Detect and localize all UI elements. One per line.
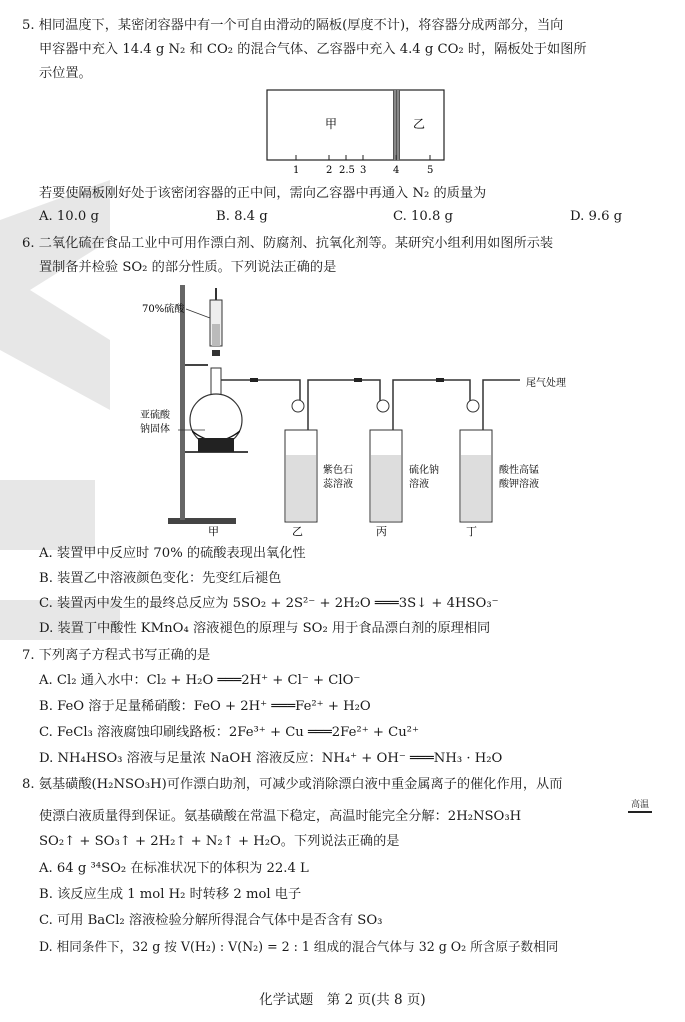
- tick-1: 1: [293, 165, 300, 176]
- tail-gas-label: 尾气处理: [526, 378, 566, 389]
- q8-condition: 高温: [628, 800, 652, 813]
- tick-2: 2: [326, 165, 333, 176]
- flask-neck: [211, 368, 221, 396]
- tick-5: 5: [427, 165, 434, 176]
- q5-line1: 5. 相同温度下，某密闭容器中有一个可自由滑动的隔板(厚度不计)，将容器分成两部分，当向: [22, 18, 564, 33]
- q6-option-d: D. 装置丁中酸性 KMnO₄ 溶液褪色的原理与 SO₂ 用于食品漂白剂的原理相同: [39, 621, 491, 636]
- solid-label-1: 亚硫酸: [140, 410, 170, 421]
- q6-option-a: A. 装置甲中反应时 70% 的硫酸表现出氧化性: [39, 546, 306, 561]
- q5-option-a: A. 10.0 g: [39, 209, 99, 224]
- q6-line2: 置制备并检验 SO₂ 的部分性质。下列说法正确的是: [39, 260, 337, 275]
- stand-rod: [180, 285, 185, 520]
- q5-option-d: D. 9.6 g: [570, 209, 623, 224]
- q8-option-d: D. 相同条件下，32 g 按 V(H₂) : V(N₂) = 2 : 1 组成的混合气体与 32 g O₂ 所含原子数相同: [39, 939, 559, 954]
- page-footer: 化学试题 第 2 页(共 8 页): [259, 992, 426, 1008]
- q8-line3: SO₂↑ + SO₃↑ + 2H₂↑ + N₂↑ + H₂O。下列说法正确的是: [39, 834, 400, 849]
- tick-2-5: 2.5: [339, 165, 355, 176]
- bottle-bing-label-1: 硫化钠: [409, 465, 439, 476]
- q5-line2: 甲容器中充入 14.4 g N₂ 和 CO₂ 的混合气体、乙容器中充入 4.4 g CO₂ 时，隔板处于如图所: [39, 42, 587, 57]
- burner: [198, 438, 234, 452]
- q7-option-d: D. NH₄HSO₃ 溶液与足量浓 NaOH 溶液反应：NH₄⁺ + OH⁻ ═══NH₃ · H₂O: [39, 751, 503, 766]
- bottle-ding-label-2: 酸钾溶液: [499, 479, 539, 490]
- q6-line1: 6. 二氧化硫在食品工业中可用作漂白剂、防腐剂、抗氧化剂等。某研究小组利用如图所示装: [22, 236, 554, 251]
- bottle-yi-label-2: 蕊溶液: [323, 479, 353, 490]
- bottle-ding-label-1: 酸性高锰: [499, 465, 539, 476]
- partition-plate: [393, 90, 400, 160]
- chamber-yi-label: 乙: [413, 117, 426, 131]
- acid-label: 70%硫酸: [142, 304, 185, 315]
- apparatus-ding-label: 丁: [466, 525, 477, 538]
- q8-option-a: A. 64 g ³⁴SO₂ 在标准状况下的体积为 22.4 L: [39, 861, 309, 876]
- chamber-jia-label: 甲: [325, 117, 338, 131]
- q5-container-figure: [262, 88, 452, 176]
- apparatus-bing-label: 丙: [376, 525, 387, 538]
- q8-line2: 使漂白液质量得到保证。氨基磺酸在常温下稳定，高温时能完全分解：2H₂NSO₃H: [39, 809, 522, 824]
- q5-option-b: B. 8.4 g: [216, 209, 268, 224]
- solid-label-2: 钠固体: [140, 424, 170, 435]
- bottle-bing-label-2: 溶液: [409, 479, 429, 490]
- q7-stem: 7. 下列离子方程式书写正确的是: [22, 648, 211, 663]
- q5-option-c: C. 10.8 g: [393, 209, 454, 224]
- q5-question: 若要使隔板刚好处于该密闭容器的正中间，需向乙容器中再通入 N₂ 的质量为: [39, 186, 487, 201]
- q6-option-c: C. 装置丙中发生的最终总反应为 5SO₂ + 2S²⁻ + 2H₂O ═══3S↓ + 4HSO₃⁻: [39, 596, 499, 611]
- q8-option-c: C. 可用 BaCl₂ 溶液检验分解所得混合气体中是否含有 SO₃: [39, 913, 383, 928]
- q7-option-c: C. FeCl₃ 溶液腐蚀印刷线路板：2Fe³⁺ + Cu ═══2Fe²⁺ + Cu²⁺: [39, 725, 419, 740]
- apparatus-yi-label: 乙: [292, 525, 303, 538]
- q6-apparatus-figure: [130, 280, 610, 540]
- apparatus-jia-label: 甲: [208, 525, 219, 538]
- q8-option-b: B. 该反应生成 1 mol H₂ 时转移 2 mol 电子: [39, 887, 302, 902]
- stand-base: [168, 518, 236, 524]
- q5-line3: 示位置。: [39, 66, 92, 81]
- q8-line1: 8. 氨基磺酸(H₂NSO₃H)可作漂白助剂，可减少或消除漂白液中重金属离子的催化作用，从而: [22, 777, 563, 792]
- q7-option-a: A. Cl₂ 通入水中：Cl₂ + H₂O ═══2H⁺ + Cl⁻ + ClO⁻: [39, 673, 361, 688]
- tick-4: 4: [393, 165, 400, 176]
- q7-option-b: B. FeO 溶于足量稀硝酸：FeO + 2H⁺ ═══Fe²⁺ + H₂O: [39, 699, 371, 714]
- bottle-yi-label-1: 紫色石: [323, 465, 353, 476]
- q6-option-b: B. 装置乙中溶液颜色变化：先变红后褪色: [39, 571, 282, 586]
- tick-3: 3: [360, 165, 367, 176]
